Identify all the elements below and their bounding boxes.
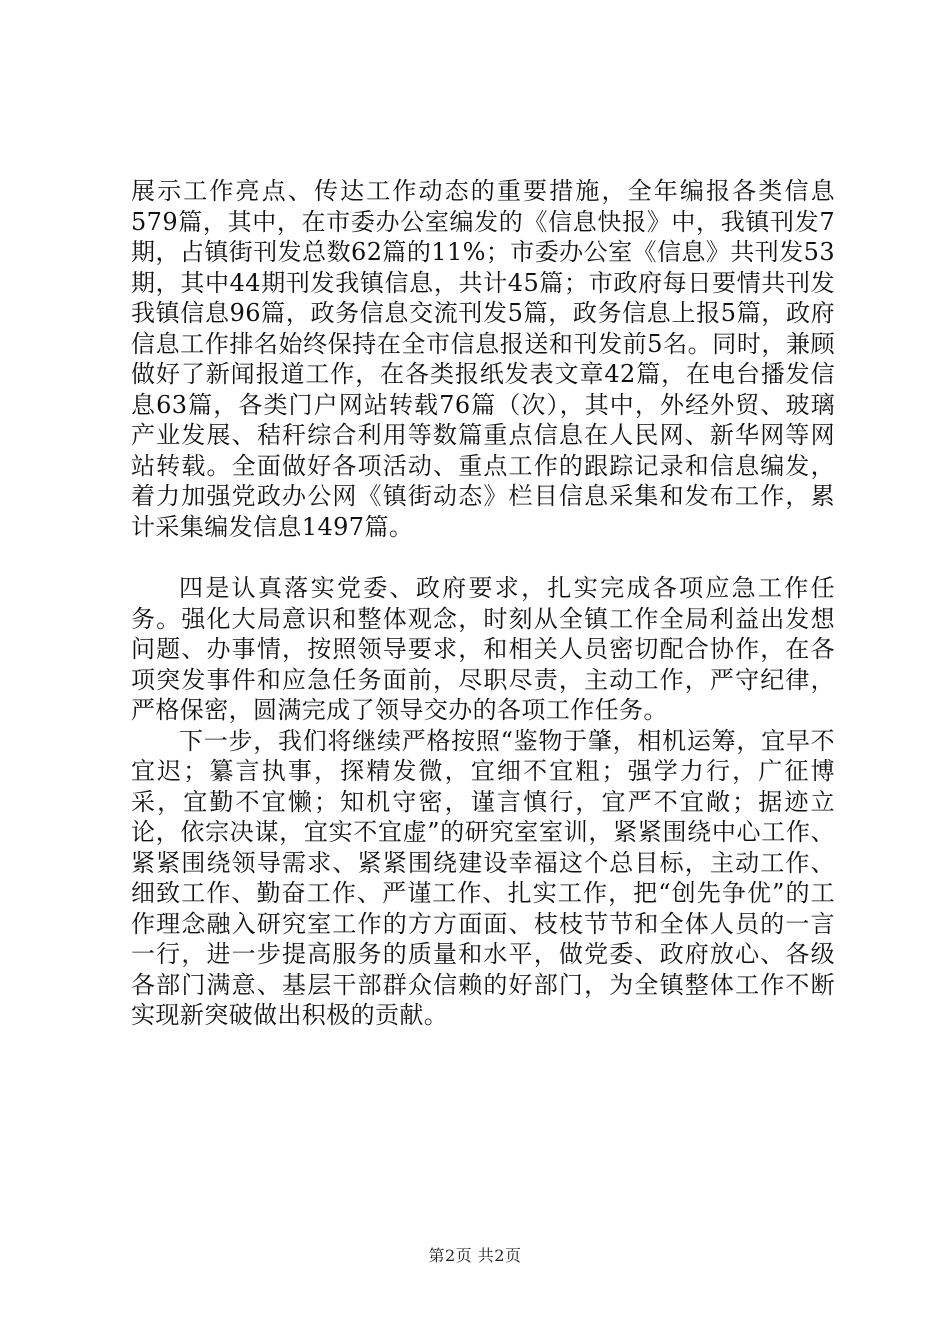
paragraph-next-steps: 下一步，我们将继续严格按照“鉴物于肇，相机运筹，宜早不宜迟；纂言执事，探精发微，宜细不宜粗；强学力行，广征博采，宜勤不宜懒；知机守密，谨言慎行，宜严不宜敞；据迹立论，依宗决谋，宜实不宜虚”的研究室室训，紧紧围绕中心工作、紧紧围绕领导需求、紧紧围绕建设幸福这个总目标，主动工作、细致工作、勤奋工作、严谨工作、扎实工作，把“创先争优”的工作理念融入研究室工作的方方面面、枝枝节节和全体人员的一言一行，进一步提高服务的质量和水平，做党委、政府放心、各级各部门满意、基层干部群众信赖的好部门，为全镇整体工作不断实现新突破做出积极的贡献。 [131,726,835,1029]
body-text-block-2 [131,573,835,1031]
body-text-block-1 [131,176,835,542]
paragraph-information-work: 展示工作亮点、传达工作动态的重要措施，全年编报各类信息579篇，其中，在市委办公室编发的《信息快报》中，我镇刊发7期，占镇街刊发总数62篇的11%；市委办公室《信息》共刊发53期，其中44期刊发我镇信息，共计45篇；市政府每日要情共刊发我镇信息96篇，政务信息交流刊发5篇，政务信息上报5篇，政府信息工作排名始终保持在全市信息报送和刊发前5名。同时，兼顾做好了新闻报道工作，在各类报纸发表文章42篇，在电台播发信息63篇，各类门户网站转载76篇（次），其中，外经外贸、玻璃产业发展、秸秆综合利用等数篇重点信息在人民网、新华网等网站转载。全面做好各项活动、重点工作的跟踪记录和信息编发，着力加强党政办公网《镇街动态》栏目信息采集和发布工作，累计采集编发信息1497篇。 [131,177,835,541]
paragraph-emergency-tasks: 四是认真落实党委、政府要求，扎实完成各项应急工作任务。强化大局意识和整体观念，时刻从全镇工作全局利益出发想问题、办事情，按照领导要求，和相关人员密切配合协作，在各项突发事件和应急任务面前，尽职尽责，主动工作，严守纪律，严格保密，圆满完成了领导交办的各项工作任务。 [131,574,835,724]
page-footer [0,1243,950,1266]
page-number-label: 第2页 共2页 [428,1246,522,1265]
